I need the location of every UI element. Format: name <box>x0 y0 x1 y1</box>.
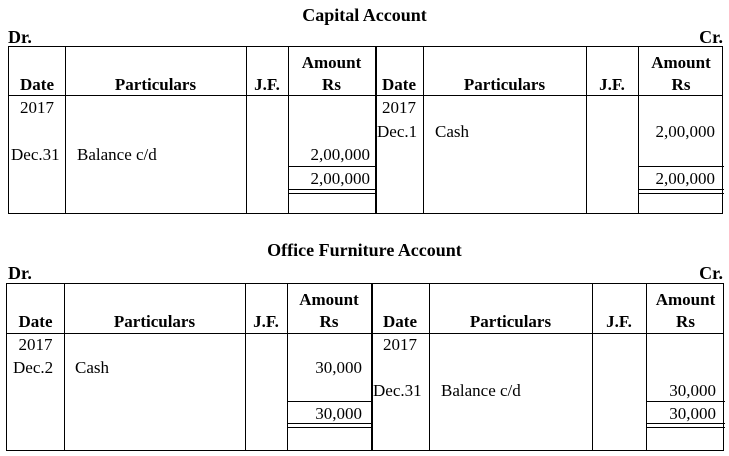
capital-dr-particulars-header: Particulars <box>114 75 197 94</box>
furniture-dr-year: 2017 <box>18 335 53 354</box>
furniture-cr-entry-amount: 30,000 <box>669 381 716 400</box>
capital-dr-amount-header: Amount <box>301 53 362 72</box>
capital-dr-total: 2,00,000 <box>310 169 370 188</box>
capital-cr-jf-header: J.F. <box>599 75 625 94</box>
furniture-cr-date-header: Date <box>383 312 417 331</box>
furniture-dr-particulars-header: Particulars <box>113 312 196 331</box>
furniture-cr-jf-header: J.F. <box>606 312 632 331</box>
furniture-dr-entry-date: Dec.2 <box>13 358 54 377</box>
capital-dr-label: Dr. <box>8 27 32 47</box>
furniture-dr-entry-particulars: Cash <box>75 358 109 377</box>
furniture-cr-amount-header: Amount <box>655 290 716 309</box>
capital-dr-entry-date: Dec.31 <box>11 145 60 164</box>
capital-dr-jf-header: J.F. <box>254 75 280 94</box>
furniture-cr-entry-date: Dec.31 <box>373 381 422 400</box>
capital-dr-date-header: Date <box>20 75 54 94</box>
furniture-cr-total: 30,000 <box>669 404 716 423</box>
furniture-cr-amount-unit: Rs <box>676 312 695 331</box>
furniture-account-ledger <box>6 283 724 451</box>
capital-cr-entry-particulars: Cash <box>435 122 469 141</box>
capital-cr-year: 2017 <box>382 98 416 117</box>
furniture-dr-jf-header: J.F. <box>253 312 279 331</box>
capital-cr-particulars-header: Particulars <box>463 75 546 94</box>
furniture-dr-entry-amount: 30,000 <box>315 358 362 377</box>
capital-dr-entry-particulars: Balance c/d <box>77 145 157 164</box>
furniture-account-title: Office Furniture Account <box>267 240 462 260</box>
furniture-cr-particulars-header: Particulars <box>469 312 552 331</box>
furniture-dr-amount-header: Amount <box>299 290 359 309</box>
furniture-cr-year: 2017 <box>383 335 417 354</box>
furniture-dr-date-header: Date <box>18 312 53 331</box>
capital-cr-entry-date: Dec.1 <box>377 122 418 141</box>
furniture-dr-amount-unit: Rs <box>319 312 339 331</box>
capital-account-title: Capital Account <box>302 5 427 25</box>
capital-dr-amount-unit: Rs <box>322 75 341 94</box>
capital-cr-date-header: Date <box>382 75 416 94</box>
capital-account-ledger <box>8 46 723 214</box>
capital-dr-entry-amount: 2,00,000 <box>310 145 370 164</box>
capital-cr-amount-header: Amount <box>651 53 711 72</box>
capital-cr-amount-unit: Rs <box>671 75 691 94</box>
furniture-dr-total: 30,000 <box>315 404 362 423</box>
capital-cr-label: Cr. <box>699 27 723 47</box>
furniture-cr-label: Cr. <box>699 263 723 283</box>
capital-cr-entry-amount: 2,00,000 <box>655 122 715 141</box>
capital-cr-total: 2,00,000 <box>655 169 715 188</box>
furniture-dr-label: Dr. <box>8 263 32 283</box>
furniture-cr-entry-particulars: Balance c/d <box>441 381 521 400</box>
capital-dr-year: 2017 <box>20 98 54 117</box>
